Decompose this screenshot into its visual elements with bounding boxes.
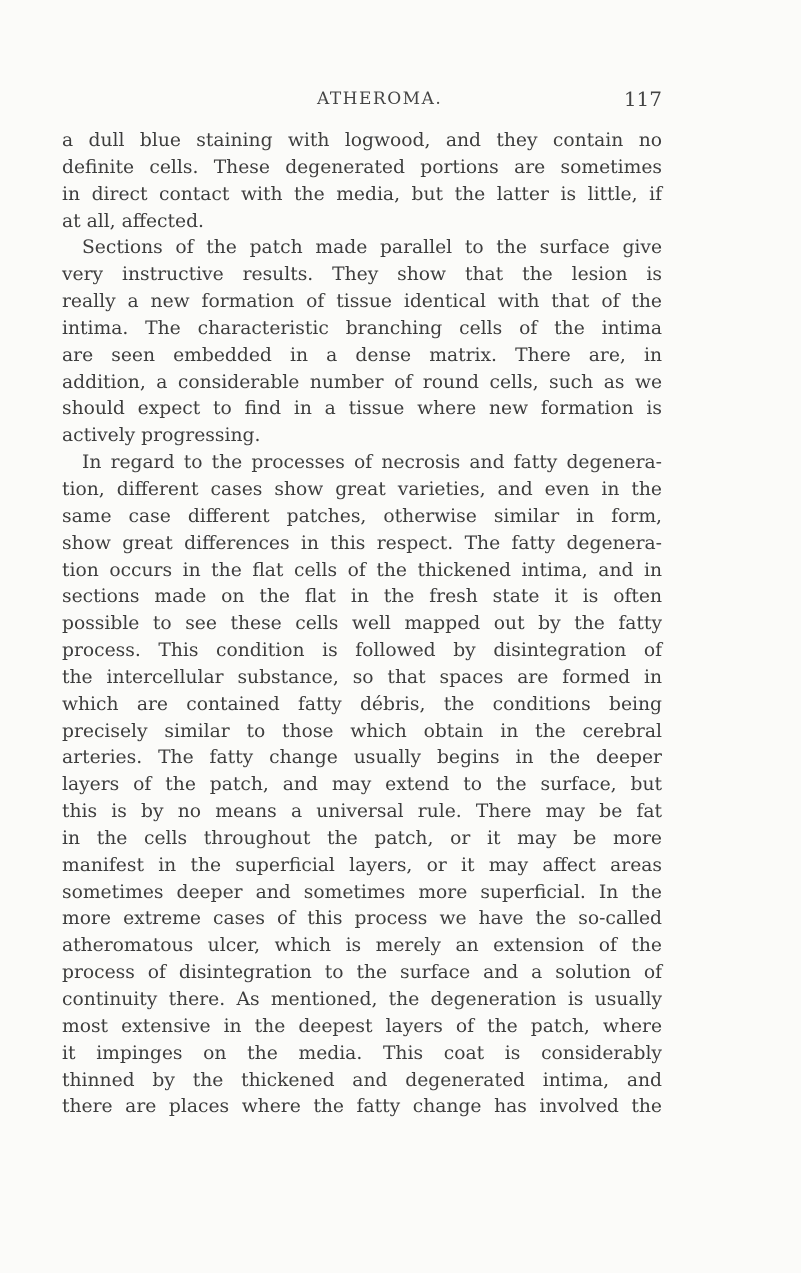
text-line: a dull blue staining with logwood, and they contain no (62, 130, 662, 151)
text-line: sometimes deeper and sometimes more superficial. In the (62, 881, 662, 903)
text-line: the intercellular substance, so that spaces are formed in (62, 666, 662, 688)
text-line: Sections of the patch made parallel to the surface give (82, 237, 662, 259)
text-line: should expect to find in a tissue where new formation is (62, 398, 662, 420)
text-line: very instructive results. They show that the lesion is (62, 264, 662, 286)
text-line: more extreme cases of this process we have the so-called (62, 908, 662, 930)
text-line: atheromatous ulcer, which is merely an extension of the (62, 935, 662, 957)
running-head (62, 89, 662, 115)
text-line: actively progressing. (62, 425, 261, 447)
text-line: in the cells throughout the patch, or it may be more (62, 827, 662, 849)
text-line: at all, affected. (62, 210, 204, 232)
text-line: thinned by the thickened and degenerated intima, and (62, 1069, 662, 1091)
body-text (62, 128, 662, 1121)
running-title: ATHEROMA. (317, 89, 443, 109)
text-line: really a new formation of tissue identical with that of the (62, 291, 662, 313)
text-line: layers of the patch, and may extend to the surface, but (62, 774, 662, 796)
text-line: which are contained fatty débris, the conditions being (62, 693, 662, 715)
text-line: show great differences in this respect. The fatty degenera- (62, 532, 662, 554)
text-line: addition, a considerable number of round cells, such as we (62, 371, 662, 393)
text-line: there are places where the fatty change has involved the (62, 1096, 662, 1118)
text-line: continuity there. As mentioned, the degeneration is usually (62, 989, 662, 1010)
text-line: this is by no means a universal rule. There may be fat (62, 801, 662, 823)
text-line: same case different patches, otherwise similar in form, (62, 505, 662, 527)
text-line: manifest in the superficial layers, or it may affect areas (62, 854, 662, 876)
text-line: sections made on the flat in the fresh state it is often (62, 586, 662, 608)
text-line: in direct contact with the media, but the latter is little, if (62, 183, 662, 205)
text-line: it impinges on the media. This coat is considerably (62, 1042, 662, 1064)
text-line: process. This condition is followed by disintegration of (62, 640, 662, 662)
text-line: intima. The characteristic branching cells of the intima (62, 317, 662, 339)
text-line: In regard to the processes of necrosis and fatty degenera- (82, 452, 662, 474)
text-line: most extensive in the deepest layers of the patch, where (62, 1015, 662, 1037)
text-line: precisely similar to those which obtain in the cerebral (62, 720, 662, 742)
text-line: possible to see these cells well mapped out by the fatty (62, 613, 662, 635)
text-line: process of disintegration to the surface and a solution of (62, 962, 662, 984)
text-line: are seen embedded in a dense matrix. There are, in (62, 344, 662, 366)
text-line: arteries. The fatty change usually begins in the deeper (62, 747, 662, 769)
page-number: 117 (623, 87, 662, 111)
text-line: tion occurs in the flat cells of the thickened intima, and in (62, 559, 662, 581)
text-line: definite cells. These degenerated portions are sometimes (62, 156, 662, 178)
text-line: tion, different cases show great varieties, and even in the (62, 478, 662, 500)
